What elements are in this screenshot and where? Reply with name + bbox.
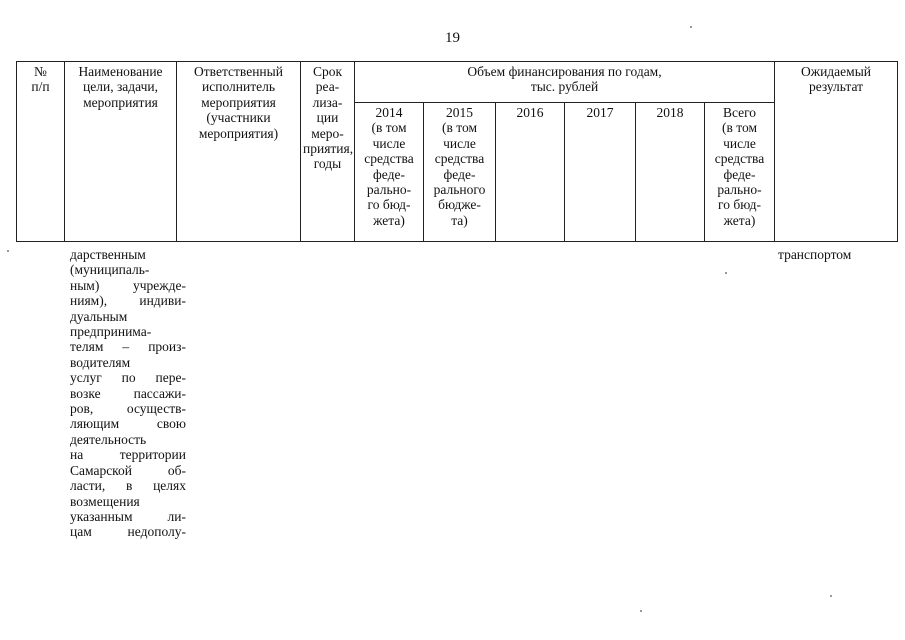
text-line: средства	[364, 151, 414, 167]
header-cell-total	[705, 103, 775, 242]
header-cell-year-2014	[355, 103, 424, 242]
text-line: го бюд-	[367, 197, 411, 213]
header-cell-name	[65, 62, 177, 242]
text-line: феде-	[723, 166, 756, 182]
page-number: 19	[445, 30, 460, 46]
text-line: средства	[714, 151, 765, 167]
scan-speck	[725, 272, 727, 274]
text-line: (муниципаль-	[70, 262, 150, 278]
text-line: указанным ли-	[70, 508, 186, 524]
scan-speck	[7, 250, 9, 252]
text-line: (участники	[206, 110, 271, 126]
text-line: ции	[316, 110, 339, 126]
header-cell-funding	[355, 62, 775, 103]
header-cell-responsible	[177, 62, 301, 242]
text-line: Ожидаемый	[801, 64, 871, 79]
text-line: жета)	[723, 212, 756, 228]
text-line: ным) учрежде-	[70, 277, 186, 293]
text-line: деятельность	[70, 431, 147, 447]
scan-speck	[690, 26, 692, 28]
year-label: 2016	[516, 105, 544, 120]
header-cell-term	[301, 62, 355, 242]
continuation-name-text	[70, 247, 186, 540]
text-line: цам недополу-	[70, 524, 186, 540]
text-line: рально-	[366, 182, 412, 198]
header-cell-year-2016	[496, 103, 565, 242]
text-line: рально-	[717, 182, 762, 198]
text-line: реа-	[315, 79, 340, 95]
text-line: тыс. рублей	[530, 79, 599, 95]
text-line: числе	[723, 135, 756, 151]
header-table	[16, 61, 898, 242]
scan-speck	[830, 595, 832, 597]
text-line: числе	[372, 135, 406, 151]
text-line: ляющим свою	[70, 416, 186, 432]
text-line: (в том	[721, 120, 757, 136]
text-line: ласти, в целях	[70, 478, 186, 494]
year-label: 2017	[586, 105, 614, 120]
text-line: результат	[808, 79, 864, 95]
text-line: цели, задачи,	[83, 79, 158, 95]
text-line: исполнитель	[202, 79, 275, 95]
text-line: п/п	[31, 79, 50, 95]
text-line: возмещения	[70, 493, 140, 509]
text-line: мероприятия)	[198, 125, 279, 141]
text-line: Наименование	[78, 64, 163, 79]
text-line: рального	[433, 182, 486, 198]
text-line: Срок	[312, 64, 343, 79]
text-line: дуальным	[70, 308, 128, 324]
year-label: Всего	[722, 105, 757, 120]
text-line: услуг по пере-	[70, 370, 186, 386]
text-line: Ответственный	[194, 64, 283, 79]
continuation-result-text: транспортом	[778, 247, 852, 262]
text-line: жета)	[373, 212, 405, 228]
text-line: предпринима-	[70, 324, 152, 340]
header-cell-year-2017	[565, 103, 636, 242]
text-line: телям – произ-	[70, 339, 186, 355]
text-line: дарственным	[70, 247, 146, 262]
text-line: ров, осуществ-	[70, 401, 186, 417]
text-line: (в том	[371, 120, 407, 136]
text-line: бюдже-	[438, 197, 481, 213]
text-line: водителям	[70, 354, 131, 370]
text-line: го бюд-	[718, 197, 761, 213]
text-line: та)	[451, 212, 468, 228]
year-label: 2014	[375, 105, 403, 120]
text-line: (в том	[441, 120, 477, 136]
scan-speck	[640, 610, 642, 612]
text-line: ниям), индиви-	[70, 293, 186, 309]
text-line: на территории	[70, 447, 186, 463]
year-label: 2018	[656, 105, 684, 120]
text-line: Объем финансирования по годам,	[467, 64, 662, 79]
text-line: №	[34, 64, 47, 79]
text-line: приятия,	[303, 141, 354, 157]
text-line: числе	[443, 135, 476, 151]
text-line: меро-	[311, 125, 344, 141]
text-line: возке пассажи-	[70, 385, 186, 401]
text-line: годы	[313, 156, 342, 172]
header-cell-result	[775, 62, 898, 242]
text-line: мероприятия	[83, 94, 158, 110]
text-line: феде-	[373, 166, 405, 182]
text-line: средства	[434, 151, 485, 167]
text-line: феде-	[443, 166, 476, 182]
text-line: Самарской об-	[70, 462, 186, 478]
header-cell-year-2015	[424, 103, 496, 242]
year-label: 2015	[446, 105, 473, 120]
header-cell-year-2018	[636, 103, 705, 242]
header-cell-number	[17, 62, 65, 242]
text-line: мероприятия	[201, 94, 276, 110]
text-line: лиза-	[312, 94, 343, 110]
